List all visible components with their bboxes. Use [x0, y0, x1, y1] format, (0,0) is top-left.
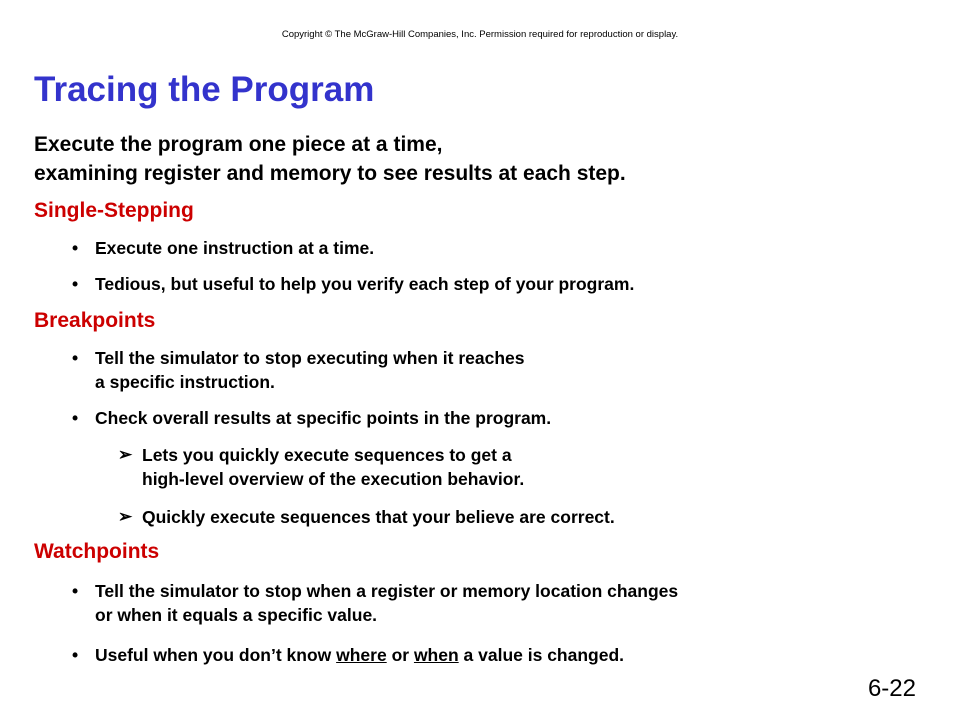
bullet-text — [95, 643, 624, 667]
sub-bullet-line-1: Lets you quickly execute sequences to get a — [142, 445, 512, 465]
bullet-text: Check overall results at specific points in the program. — [95, 408, 552, 428]
bullet-item — [72, 643, 624, 667]
emphasis-where: where — [336, 645, 387, 665]
bullet-text-line-1: Tell the simulator to stop when a register or memory location changes — [95, 581, 679, 601]
text-segment: or — [386, 645, 414, 665]
bullet-item — [72, 236, 374, 260]
bullet-text: Execute one instruction at a time. — [95, 238, 375, 258]
bullet-glyph: • — [72, 348, 79, 368]
bullet-item — [72, 272, 634, 296]
bullet-glyph: • — [72, 408, 79, 428]
sub-bullet-item — [118, 505, 615, 529]
intro-line-1: Execute the program one piece at a time, — [34, 133, 443, 156]
sub-bullet-item — [118, 443, 524, 491]
bullet-text-line-1: Tell the simulator to stop executing when it reaches — [95, 348, 525, 368]
slide-title: Tracing the Program — [34, 70, 375, 109]
sub-bullet-text: Quickly execute sequences that your believe are correct. — [142, 507, 615, 527]
heading-watchpoints: Watchpoints — [34, 540, 160, 563]
heading-breakpoints: Breakpoints — [34, 309, 156, 332]
copyright-notice: Copyright © The McGraw-Hill Companies, Inc. Permission required for reproduction or display. — [281, 29, 679, 40]
bullet-text-line-2: or when it equals a specific value. — [95, 605, 378, 625]
intro-text — [34, 130, 626, 188]
bullet-item — [72, 346, 525, 394]
bullet-item — [72, 406, 551, 430]
bullet-text: Tedious, but useful to help you verify each step of your program. — [95, 274, 635, 294]
bullet-glyph: • — [72, 645, 79, 665]
arrow-bullet-icon: ➢ — [118, 507, 133, 526]
text-segment: a value is changed. — [458, 645, 625, 665]
bullet-glyph: • — [72, 238, 79, 258]
bullet-glyph: • — [72, 581, 79, 601]
sub-bullet-line-2: high-level overview of the execution behavior. — [142, 469, 525, 489]
bullet-text — [95, 346, 525, 394]
intro-line-2: examining register and memory to see results at each step. — [34, 162, 626, 185]
page-number: 6-22 — [867, 675, 916, 702]
bullet-text-line-2: a specific instruction. — [95, 372, 275, 392]
bullet-glyph: • — [72, 274, 79, 294]
arrow-bullet-icon: ➢ — [118, 445, 133, 464]
bullet-text — [95, 579, 678, 627]
emphasis-when: when — [413, 645, 459, 665]
heading-single-stepping: Single-Stepping — [34, 199, 194, 222]
text-segment: Useful when you don’t know — [95, 645, 337, 665]
bullet-item — [72, 579, 678, 627]
sub-bullet-text — [142, 443, 524, 491]
